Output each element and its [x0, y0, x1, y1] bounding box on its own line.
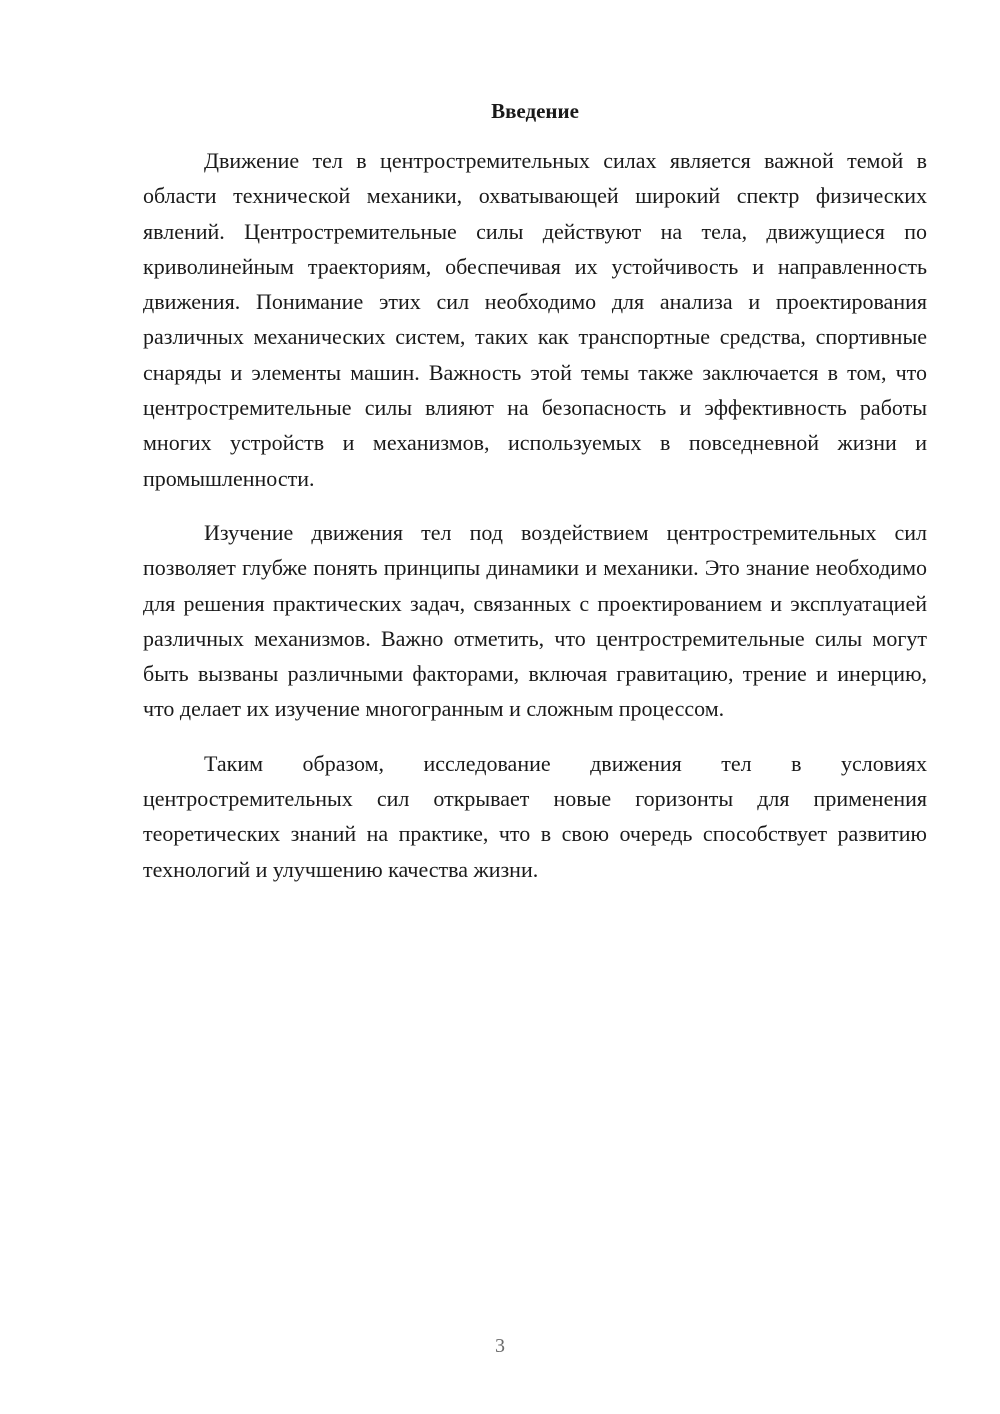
page-number: 3	[495, 1335, 505, 1357]
paragraph: Таким образом, исследование движения тел в условиях центростремительных сил открывает новые горизонты для применения теоретических знаний на практике, что в свою очередь способствует развитию технологий и улучшению качества жизни.	[143, 750, 927, 882]
paragraph: Изучение движения тел под воздействием центростремительных сил позволяет глубже понять принципы динамики и механики. Это знание необходимо для решения практических задач, связанных с проектированием и эксплуатацией различных механизмов. Важно отметить, что центростремительные силы могут быть вызваны различными факторами, включая гравитацию, трение и инерцию, что делает их изучение многогранным и сложным процессом.	[143, 519, 927, 722]
section-title: Введение	[491, 99, 579, 123]
body-text	[143, 143, 927, 887]
paragraph: Движение тел в центростремительных силах является важной темой в области технической механики, охватывающей широкий спектр физических явлений. Центростремительные силы действуют на тела, движущиеся по криволинейным траекториям, обеспечивая их устойчивость и направленность движения. Понимание этих сил необходимо для анализа и проектирования различных механических систем, таких как транспортные средства, спортивные снаряды и элементы машин. Важность этой темы также заключается в том, что центростремительные силы влияют на безопасность и эффективность работы многих устройств и механизмов, используемых в повседневной жизни и промышленности.	[143, 148, 927, 491]
